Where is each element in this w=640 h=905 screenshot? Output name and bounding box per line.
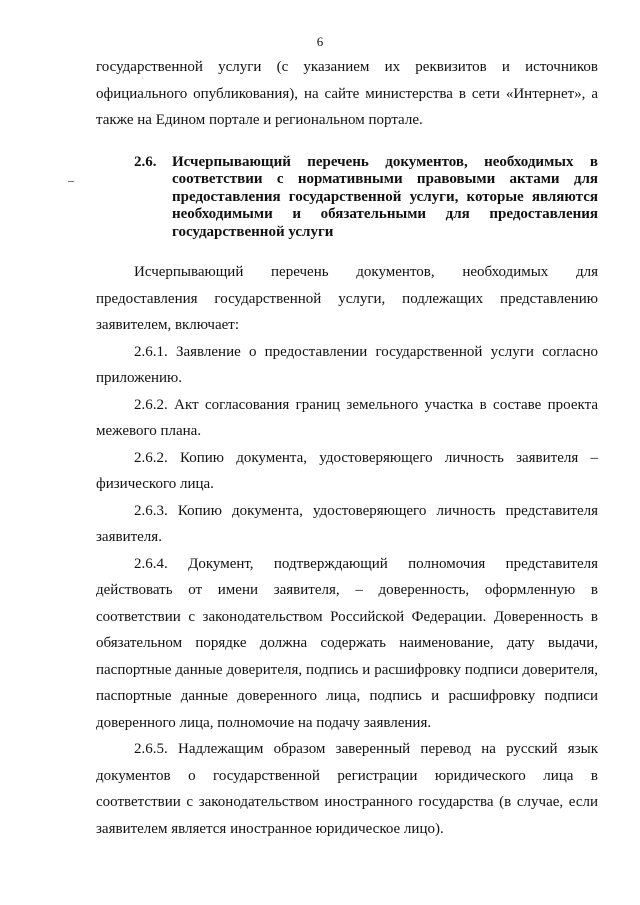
margin-mark: [68, 181, 74, 182]
page-number: 6: [316, 34, 324, 49]
section-heading: [96, 154, 598, 242]
list-item-2-6-2-copy: 2.6.2. Копию документа, удостоверяющего личность заявителя – физического лица.: [96, 449, 598, 493]
list-item-2-6-3: 2.6.3. Копию документа, удостоверяющего личность представителя заявителя.: [96, 502, 598, 546]
list-item-2-6-5: 2.6.5. Надлежащим образом заверенный перевод на русский язык документов о государственной регистрации юридического лица в соответствии с законодательством иностранного государства (в случае, если заявителем является иностранное юридическое лицо).: [96, 741, 598, 837]
section-number: 2.6.: [134, 153, 157, 170]
paragraph-continuation: государственной услуги (с указанием их реквизитов и источников официального опубликования), на сайте министерства в сети «Интернет», а также на Едином портале и региональном портале.: [96, 59, 598, 128]
section-title: Исчерпывающий перечень документов, необходимых в соответствии с нормативными правовыми актами для предоставления государственной услуги, которые являются необходимыми и обязательными для предоставления государственной услуги: [172, 153, 598, 240]
list-item-2-6-4: 2.6.4. Документ, подтверждающий полномочия представителя действовать от имени заявителя, – доверенность, оформленную в соответствии с законодательством Российской Федерации. Доверенность в обязательном порядке должна содержать наименование, дату выдачи, паспортные данные доверителя, подпись и расшифровку подписи доверителя, паспортные данные доверенного лица, подпись и расшифровку подписи доверенного лица, полномочие на подачу заявления.: [96, 555, 598, 731]
list-item-2-6-2-act: 2.6.2. Акт согласования границ земельного участка в составе проекта межевого плана.: [96, 396, 598, 440]
list-item-2-6-1: 2.6.1. Заявление о предоставлении государственной услуги согласно приложению.: [96, 343, 598, 387]
paragraph-intro: Исчерпывающий перечень документов, необходимых для предоставления государственной услуги, подлежащих представлению заявителем, включает:: [96, 264, 598, 334]
document-body: [96, 54, 598, 842]
